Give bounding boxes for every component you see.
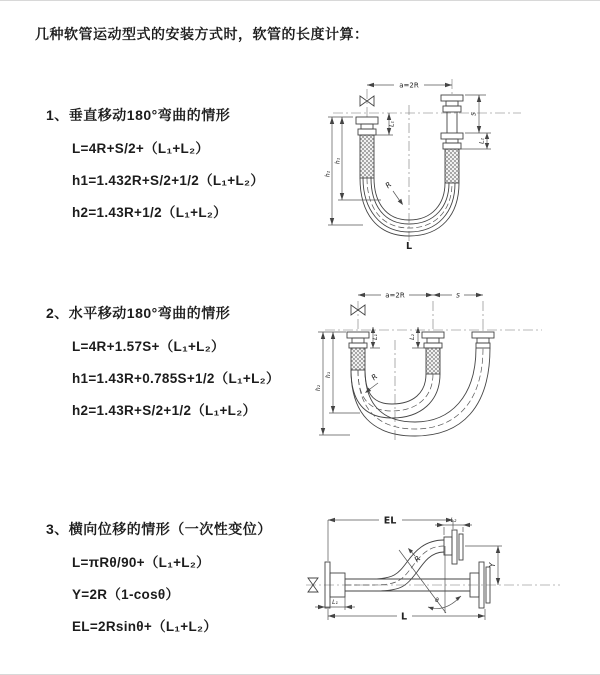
- left-connector: [347, 332, 369, 370]
- formula-L: L=4R+1.57S+（L₁+L₂）: [72, 339, 225, 354]
- braided-hose-section: [426, 348, 440, 374]
- dim-label-L1: L₁: [388, 121, 396, 127]
- formula-h1: h1=1.432R+S/2+1/2（L₁+L₂）: [72, 173, 265, 188]
- formula-EL: EL=2Rsinθ+（L₁+L₂）: [72, 619, 218, 634]
- right-connector: [441, 95, 463, 183]
- dimension-L: [328, 609, 485, 623]
- formula-h2: h2=1.43R+S/2+1/2（L₁+L₂）: [72, 403, 257, 418]
- section-vertical-movement: [46, 105, 264, 221]
- dimension-h2: [325, 117, 364, 225]
- dimension-S: [461, 95, 491, 149]
- section-lateral-displacement: [46, 519, 272, 635]
- dim-label-a2R: a=2R: [399, 81, 419, 90]
- dimension-L2: [479, 133, 490, 149]
- braided-hose-section: [445, 149, 459, 183]
- radius-callout: [384, 180, 403, 205]
- radius-callout: [365, 372, 379, 393]
- dimension-L1: [315, 596, 355, 610]
- dim-label-theta: θ: [435, 597, 439, 604]
- section-2-heading: 2、水平移动180°弯曲的情形: [46, 305, 231, 321]
- braided-hose-section: [360, 135, 374, 178]
- displaced-flange: [444, 530, 463, 564]
- page-title: 几种软管运动型式的安装方式时，软管的长度计算：: [35, 26, 369, 42]
- dim-label-h2: h₂: [315, 384, 322, 392]
- formula-Y: Y=2R（1-cosθ）: [72, 587, 180, 602]
- s-curve-hose: [345, 540, 444, 591]
- displaced-connector: [472, 332, 494, 348]
- left-connector: [356, 117, 378, 178]
- dim-label-L: L: [405, 241, 413, 252]
- dim-label-h1: h₁: [334, 157, 342, 165]
- section-3-heading: 3、横向位移的情形（一次性变位）: [46, 521, 272, 537]
- dim-label-h2: h₂: [324, 170, 332, 178]
- diagram-lateral-displacement: [298, 503, 583, 635]
- dim-label-R: R: [412, 553, 423, 565]
- dim-label-S: S: [470, 112, 478, 116]
- dim-label-R: R: [383, 179, 394, 191]
- dim-label-L1: L₁: [332, 599, 338, 606]
- dim-label-S: S: [456, 292, 460, 300]
- dimension-h1: [318, 332, 360, 413]
- formula-h2: h2=1.43R+1/2（L₁+L₂）: [72, 205, 227, 220]
- dim-label-a2R: a=2R: [385, 291, 405, 300]
- dim-label-EL: EL: [383, 515, 397, 527]
- section-1-heading: 1、垂直移动180°弯曲的情形: [46, 107, 231, 123]
- dim-label-L1: L₁: [372, 334, 379, 340]
- dim-label-Y: Y: [488, 562, 497, 568]
- dimension-Y: [465, 546, 502, 585]
- scan-edge-top: [0, 0, 600, 1]
- dim-label-L: L: [400, 611, 408, 623]
- dim-label-L2: L₂: [450, 517, 457, 524]
- dim-label-R: R: [369, 371, 380, 383]
- diagram-vertical-180-bend: [303, 73, 553, 255]
- braided-hose-section: [351, 348, 365, 370]
- section-horizontal-movement: [46, 303, 280, 419]
- u-bend-original: [351, 370, 440, 418]
- radius-callout: [408, 548, 422, 564]
- dimension-h2: [315, 332, 350, 435]
- dim-label-L2: L₂: [409, 334, 416, 340]
- dim-label-L2: L₂: [478, 138, 486, 144]
- dimension-a2R-S: [358, 290, 483, 300]
- diagram-horizontal-180-bend: [300, 285, 560, 470]
- dimension-a2R: [367, 80, 452, 90]
- u-bend-hose: [360, 178, 459, 236]
- formula-h1: h1=1.43R+0.785S+1/2（L₁+L₂）: [72, 371, 280, 386]
- formula-L: L=πRθ/90+（L₁+L₂）: [72, 555, 210, 570]
- dim-label-h1: h₁: [325, 371, 332, 379]
- middle-connector: [422, 332, 444, 374]
- formula-L: L=4R+S/2+（L₁+L₂）: [72, 141, 210, 156]
